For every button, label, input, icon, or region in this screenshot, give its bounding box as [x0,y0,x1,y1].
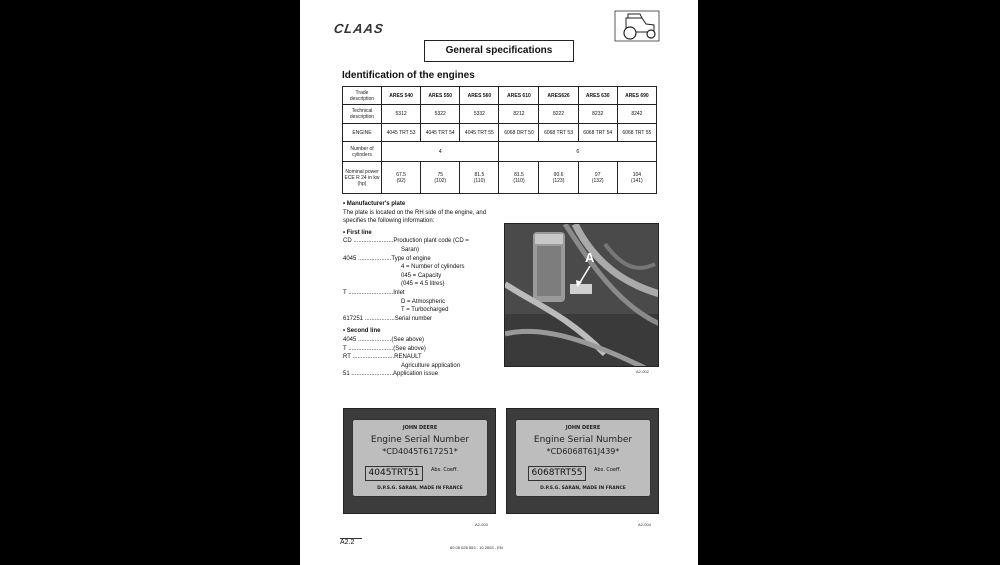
plate-coef: Abs. Coeff. [431,467,459,473]
power-kw: 67.5 [396,171,406,178]
figure-ref: A2-004 [638,522,651,527]
power-hp: (110) [513,177,525,184]
table-cell: Trade description [343,87,382,105]
plate-coef: Abs. Coeff. [594,467,622,473]
claas-logo: CLAAS [332,21,385,36]
plate-origin: D.P.S.G. SARAN, MADE IN FRANCE [540,486,626,491]
table-cell: ARES 610 [499,87,539,105]
list-item: 4 = Number of cylinders [401,264,465,271]
engine-photo [504,223,659,367]
table-cell: ARES 550 [421,87,460,105]
table-cell: Number of cylinders [343,142,382,162]
table-row [343,162,657,194]
callout-label: A [585,250,595,265]
list-item: RT .........................RENAULT [343,354,422,361]
table-cell [499,162,539,194]
table-cell: Nominal power ECE R 24 in kw (hp) [343,162,382,194]
table-cell: 6068 DRT 50 [499,124,539,142]
plate-heading: • Manufacturer's plate [343,201,406,207]
plate-photo-2 [506,408,659,514]
table-cell [539,162,578,194]
table-cell [421,162,460,194]
engine-illustration [505,224,659,367]
table-row [343,124,657,142]
plate-title: Engine Serial Number [533,435,633,445]
table-cell: ARES 540 [382,87,421,105]
plate-model: 4045TRT51 [365,466,423,481]
plate-maker: JOHN DEERE [402,425,438,431]
page-title: General specifications [424,40,574,62]
power-hp: (141) [631,177,643,184]
list-item: CD ........................Production plant code (CD = [343,238,469,245]
table-cell [617,162,656,194]
list-item: 045 = Capacity [401,272,442,279]
second-line-heading: • Second line [343,328,381,335]
table-cell: 5322 [421,105,460,124]
table-cell [460,162,499,194]
table-cell: 8212 [499,105,539,124]
table-cell: 4 [382,142,499,162]
power-kw: 90.6 [553,171,564,178]
table-cell: 6068 TRT 53 [539,124,578,142]
list-item: 4045 ....................(See above) [343,336,425,343]
section-title: Identification of the engines [342,70,475,81]
engine-spec-table [342,86,657,194]
list-item: T ...........................Inlet [343,289,405,296]
document-code: 60 05 025 553 - 10.2003 - EN [450,545,503,550]
table-cell: ARES 690 [617,87,656,105]
power-hp: (102) [434,177,447,184]
table-row [343,105,657,124]
plate-photo-1 [343,408,496,514]
table-row [343,142,657,162]
table-cell: 8232 [578,105,617,124]
page-number: A2.2 [340,539,355,546]
table-cell: 6068 TRT 55 [617,124,656,142]
list-item: T = Turbocharged [401,307,449,314]
plate-maker: JOHN DEERE [565,425,601,431]
power-kw: 81.5 [474,171,485,178]
table-cell: 8222 [539,105,578,124]
power-kw: 104 [632,171,642,178]
table-cell: 4045 TRT 55 [460,124,499,142]
figure-ref: A2-003 [475,522,488,527]
first-line-heading: • First line [343,229,372,236]
power-kw: 97 [594,171,601,178]
table-cell [382,162,421,194]
table-row [343,87,657,105]
list-item: Saran) [401,246,420,253]
list-item: (045 = 4.5 litres) [401,281,445,288]
plate-model: 6068TRT55 [528,466,586,481]
list-item: Agriculture application [401,362,461,369]
power-kw: 75 [437,171,444,178]
serial-plate [515,419,651,497]
list-item: 4045 ....................Type of engine [343,255,431,262]
table-cell: 5332 [460,105,499,124]
tractor-icon [614,10,660,42]
table-cell: ENGINE [343,124,382,142]
plate-intro: The plate is located on the RH side of the engine, and [343,209,487,216]
table-cell: 6068 TRT 54 [578,124,617,142]
plate-serial: *CD6068T61J439* [546,447,620,456]
table-cell: 4045 TRT 53 [382,124,421,142]
list-item: T ...........................(See above) [343,345,426,352]
serial-plate [352,419,488,497]
power-kw: 81.5 [514,171,524,178]
plate-title: Engine Serial Number [370,435,470,445]
list-item: 617251 ..................Serial number [343,315,433,322]
table-cell: ARES626 [539,87,578,105]
plate-intro: specifies the following information: [343,218,435,225]
plate-serial: *CD4045T617251* [382,447,458,456]
figure-ref: A2-002 [636,369,649,374]
plate-origin: D.P.S.G. SARAN, MADE IN FRANCE [377,486,463,491]
list-item: 51 .........................Application issue [343,371,439,378]
power-hp: (92) [396,177,406,184]
document-page [300,0,698,565]
plate-description [343,200,503,379]
table-cell: 6 [499,142,657,162]
table-cell: Technical description [343,105,382,124]
table-cell: 5312 [382,105,421,124]
power-hp: (110) [473,177,486,184]
power-hp: (123) [552,177,565,184]
table-cell [578,162,617,194]
power-hp: (132) [591,177,604,184]
table-cell: ARES 560 [460,87,499,105]
table-cell: 8242 [617,105,656,124]
table-cell: 4045 TRT 54 [421,124,460,142]
table-cell: ARES 630 [578,87,617,105]
list-item: D = Atmospheric [401,298,446,305]
